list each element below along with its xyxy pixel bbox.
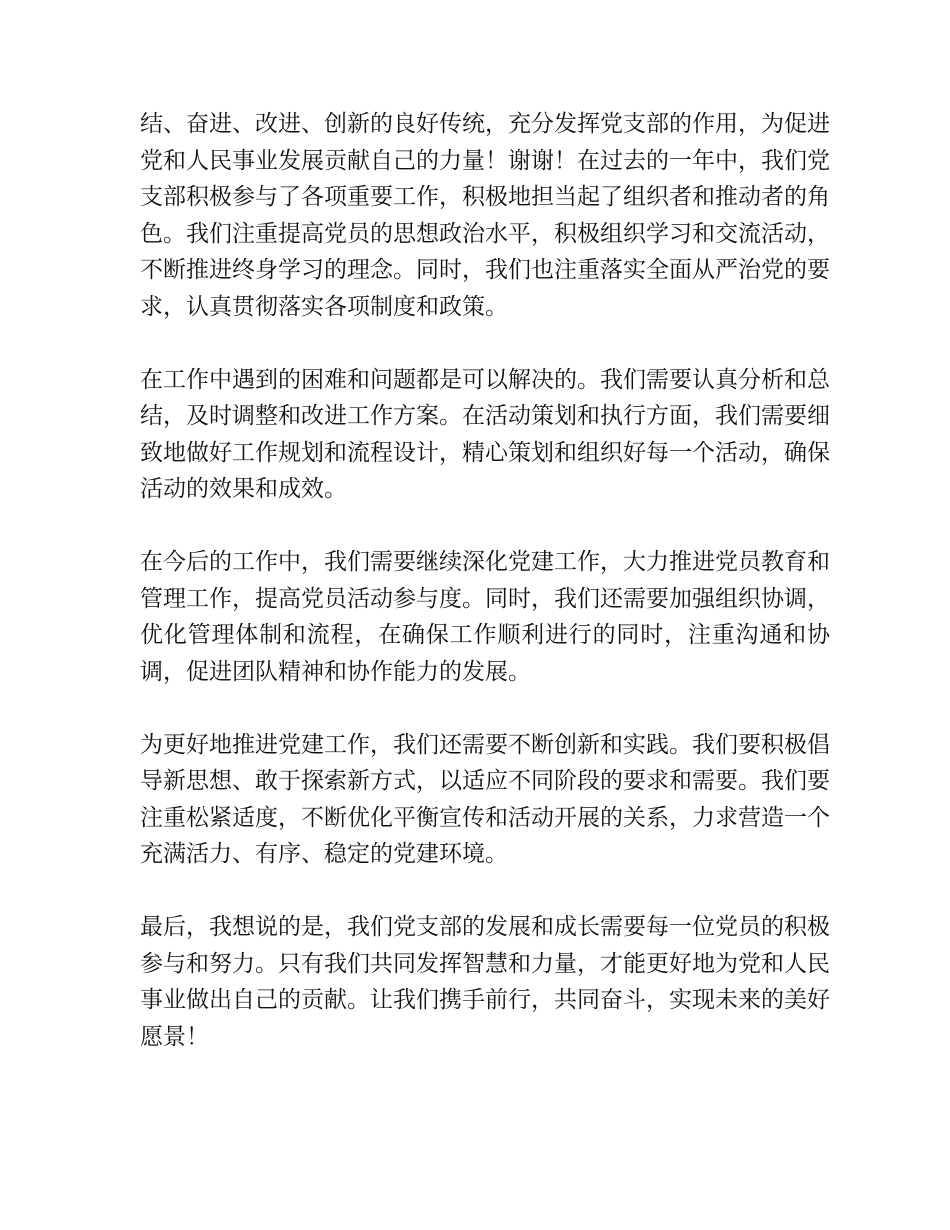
paragraph-2: 在工作中遇到的困难和问题都是可以解决的。我们需要认真分析和总结，及时调整和改进工作方案。在活动策划和执行方面，我们需要细致地做好工作规划和流程设计，精心策划和组织好每一个活动，确保活动的效果和成效。 [140,366,830,502]
paragraph-4: 为更好地推进党建工作，我们还需要不断创新和实践。我们要积极倡导新思想、敢于探索新方式，以适应不同阶段的要求和需要。我们要注重松紧适度，不断优化平衡宣传和活动开展的关系，力求营造一个充满活力、有序、稳定的党建环境。 [140,731,830,867]
paragraph-3: 在今后的工作中，我们需要继续深化党建工作，大力推进党员教育和管理工作，提高党员活动参与度。同时，我们还需要加强组织协调，优化管理体制和流程，在确保工作顺利进行的同时，注重沟通和协调，促进团队精神和协作能力的发展。 [140,549,830,685]
document-body [140,106,830,1055]
paragraph-1: 结、奋进、改进、创新的良好传统，充分发挥党支部的作用，为促进党和人民事业发展贡献自己的力量！谢谢！在过去的一年中，我们党支部积极参与了各项重要工作，积极地担当起了组织者和推动者的角色。我们注重提高党员的思想政治水平，积极组织学习和交流活动，不断推进终身学习的理念。同时，我们也注重落实全面从严治党的要求，认真贯彻落实各项制度和政策。 [140,111,830,320]
paragraph-5: 最后，我想说的是，我们党支部的发展和成长需要每一位党员的积极参与和努力。只有我们共同发挥智慧和力量，才能更好地为党和人民事业做出自己的贡献。让我们携手前行，共同奋斗，实现未来的美好愿景！ [140,914,830,1050]
